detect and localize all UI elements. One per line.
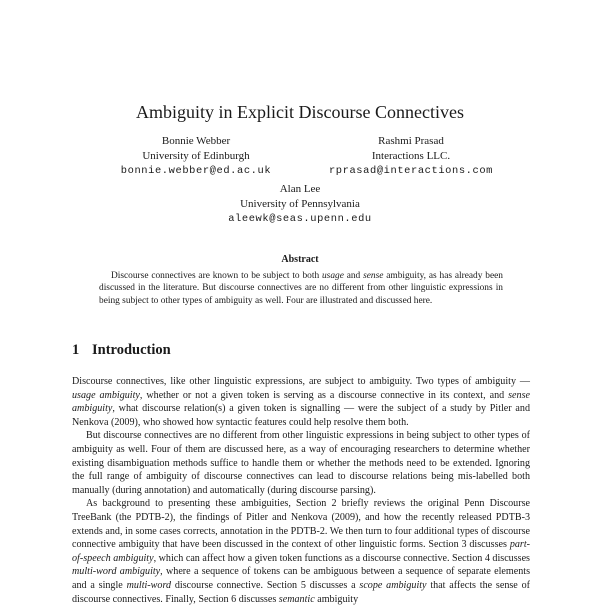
- author-email[interactable]: bonnie.webber@ed.ac.uk: [120, 165, 272, 177]
- paragraph-emphasis: semantic: [278, 593, 315, 605]
- author-email[interactable]: aleewk@seas.upenn.edu: [228, 213, 372, 225]
- introduction-body: [72, 375, 530, 606]
- paragraph-text: , where a sequence of tokens can be ambiguous between a sequence of separate elements and a single: [72, 566, 531, 591]
- author-affiliation: University of Pennsylvania: [240, 198, 360, 210]
- paragraph-text: , what discourse relation(s) a given token is signalling — were the subject of a study by Pitler and Nenkova (2009), who showed how syntactic features could help resolve them both.: [72, 403, 530, 428]
- paper-title: Ambiguity in Explicit Discourse Connectives: [136, 102, 464, 122]
- section-heading-introduction: [72, 341, 171, 359]
- author-name: Bonnie Webber: [161, 135, 231, 147]
- paragraph-text: As background to presenting these ambiguities, Section 2 briefly reviews the original Penn Discourse TreeBank (the PDTB-2), the findings of Pitler and Nenkova (2009), and how the recently released PDTB-3 extends and, in some cases corrects, annotation in the PDTB-2. We then turn to four additional types of discourse connective ambiguity that have been discussed in the context of other linguistic forms. Section 3 discusses: [72, 498, 530, 551]
- abstract-emphasis: usage: [321, 271, 344, 281]
- abstract: [99, 270, 503, 307]
- paragraph-emphasis: sense ambiguity: [72, 389, 530, 415]
- paragraph-emphasis: multi-word ambiguity: [72, 566, 161, 578]
- paragraph-text: , which can affect how a given token functions as a discourse connective. Section 4 discusses: [153, 552, 530, 564]
- paragraph-text: that affects the sense of discourse connectives. Finally, Section 6 discusses: [72, 579, 530, 605]
- abstract-emphasis: sense: [363, 271, 384, 281]
- paragraph-1: [72, 375, 530, 429]
- paragraph-emphasis: usage ambiguity: [72, 389, 140, 401]
- abstract-text: Discourse connectives are known to be subject to both: [111, 271, 322, 281]
- section-number: 1: [72, 342, 80, 358]
- abstract-text: and: [343, 271, 364, 281]
- paragraph-emphasis: scope ambiguity: [359, 579, 427, 591]
- author-prasad: [302, 134, 520, 179]
- section-title: Introduction: [92, 342, 171, 358]
- paragraph-text: , whether or not a given token is serving as a discourse connective in its context, and: [139, 389, 509, 401]
- author-affiliation: University of Edinburgh: [142, 150, 250, 162]
- author-email[interactable]: rprasad@interactions.com: [328, 165, 494, 177]
- paragraph-text: ambiguity: [314, 593, 359, 605]
- paragraph-text: Discourse connectives, like other linguistic expressions, are subject to ambiguity. Two types of ambiguity —: [72, 376, 530, 387]
- author-name: Rashmi Prasad: [378, 135, 444, 147]
- abstract-paragraph: [99, 270, 503, 307]
- paragraph-text: discourse connective. Section 5 discusses a: [171, 579, 360, 591]
- author-affiliation: Interactions LLC.: [371, 150, 451, 162]
- abstract-heading: Abstract: [281, 254, 319, 265]
- paragraph-emphasis: multi-word: [126, 579, 172, 591]
- abstract-text: ambiguity, as has already been discussed in the literature. But discourse connectives are no different from other linguistic expressions in being subject to other types of ambiguity as well. Four are illustrated and discussed here.: [99, 271, 503, 306]
- paragraph-3: [72, 497, 530, 606]
- paragraph-2: But discourse connectives are no different from other linguistic expressions in being subject to other types of ambiguity as well. Four of them are discussed here, as a way of encouraging researchers to determine whether existing disambiguation methods suffice to handle them or whether the methods need to be extended. Ignoring the full range of ambiguity of discourse connectives can lead to discourse relations being mis-labelled both manually (during annotation) and automatically (during discourse parsing).: [72, 430, 530, 496]
- author-webber: [96, 134, 296, 179]
- paragraph-emphasis: part-of-speech ambiguity: [72, 539, 530, 564]
- author-lee: [150, 182, 450, 227]
- author-name: Alan Lee: [279, 183, 321, 195]
